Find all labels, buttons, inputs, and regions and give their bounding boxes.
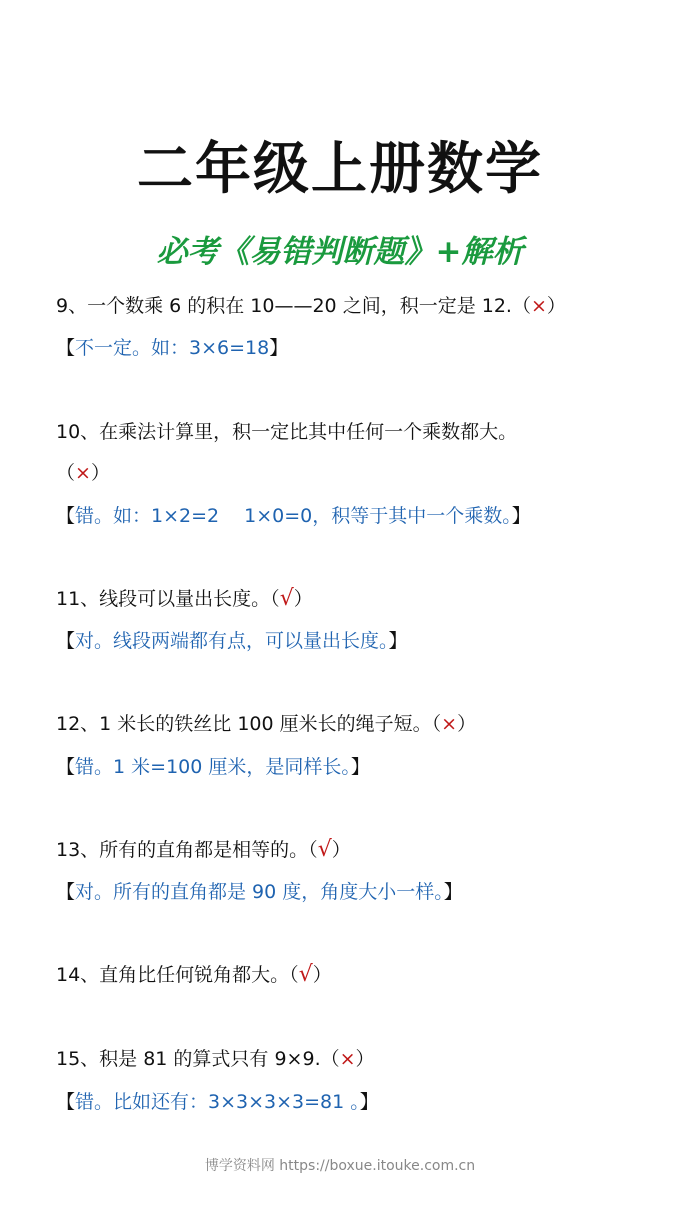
page-subtitle: 必考《易错判断题》+解析	[156, 234, 524, 270]
question-close: ）	[90, 462, 110, 484]
check-mark: √	[317, 837, 332, 862]
question-9	[56, 293, 656, 319]
check-mark: √	[298, 962, 313, 987]
page-title: 二年级上册数学	[137, 137, 543, 202]
bracket-open: 【	[56, 1091, 76, 1113]
question-text: 12、1 米长的铁丝比 100 厘米长的绳子短。（	[56, 713, 442, 735]
footer-watermark: 博学资料网 https://boxue.itouke.com.cn	[204, 1158, 476, 1174]
answer-text: 对。线段两端都有点，可以量出长度。	[75, 630, 389, 652]
question-14	[56, 962, 656, 988]
question-text: 13、所有的直角都是相等的。（	[56, 839, 318, 861]
question-close: ）	[457, 713, 477, 735]
question-open: （	[56, 462, 76, 484]
bracket-close: 】	[359, 1091, 379, 1113]
bracket-close: 】	[443, 881, 463, 903]
answer-9	[56, 335, 656, 361]
check-mark: √	[279, 586, 294, 611]
question-text: 9、一个数乘 6 的积在 10——20 之间，积一定是 12.（	[56, 295, 531, 317]
cross-mark: ×	[530, 295, 547, 317]
question-close: ）	[312, 964, 332, 986]
question-close: ）	[546, 295, 566, 317]
question-text: 10、在乘法计算里，积一定比其中任何一个乘数都大。	[56, 421, 518, 443]
question-13	[56, 837, 656, 863]
question-10-cont	[56, 460, 656, 486]
question-12	[56, 711, 656, 737]
answer-11	[56, 628, 656, 654]
answer-text: 错。如：1×2=2 1×0=0，积等于其中一个乘数。	[75, 505, 512, 527]
bracket-close: 】	[350, 756, 370, 778]
question-close: ）	[331, 839, 351, 861]
bracket-close: 】	[269, 337, 289, 359]
question-text: 11、线段可以量出长度。（	[56, 588, 280, 610]
cross-mark: ×	[339, 1048, 356, 1070]
bracket-open: 【	[56, 881, 76, 903]
question-11	[56, 586, 656, 612]
bracket-open: 【	[56, 505, 76, 527]
question-text: 15、积是 81 的算式只有 9×9.（	[56, 1048, 340, 1070]
question-10	[56, 419, 656, 445]
answer-15	[56, 1089, 656, 1115]
question-text: 14、直角比任何锐角都大。（	[56, 964, 299, 986]
answer-text: 对。所有的直角都是 90 度，角度大小一样。	[75, 881, 444, 903]
bracket-open: 【	[56, 630, 76, 652]
bracket-close: 】	[388, 630, 408, 652]
question-close: ）	[293, 588, 313, 610]
answer-text: 不一定。如：3×6=18	[75, 337, 270, 359]
cross-mark: ×	[75, 462, 91, 484]
cross-mark: ×	[441, 713, 458, 735]
answer-10	[56, 503, 656, 529]
bracket-open: 【	[56, 756, 76, 778]
question-close: ）	[355, 1048, 375, 1070]
answer-text: 错。比如还有：3×3×3×3=81 。	[75, 1091, 360, 1113]
bracket-close: 】	[511, 505, 531, 527]
answer-13	[56, 879, 656, 905]
answer-text: 错。1 米=100 厘米，是同样长。	[75, 756, 351, 778]
bracket-open: 【	[56, 337, 76, 359]
question-15	[56, 1046, 656, 1072]
answer-12	[56, 754, 656, 780]
